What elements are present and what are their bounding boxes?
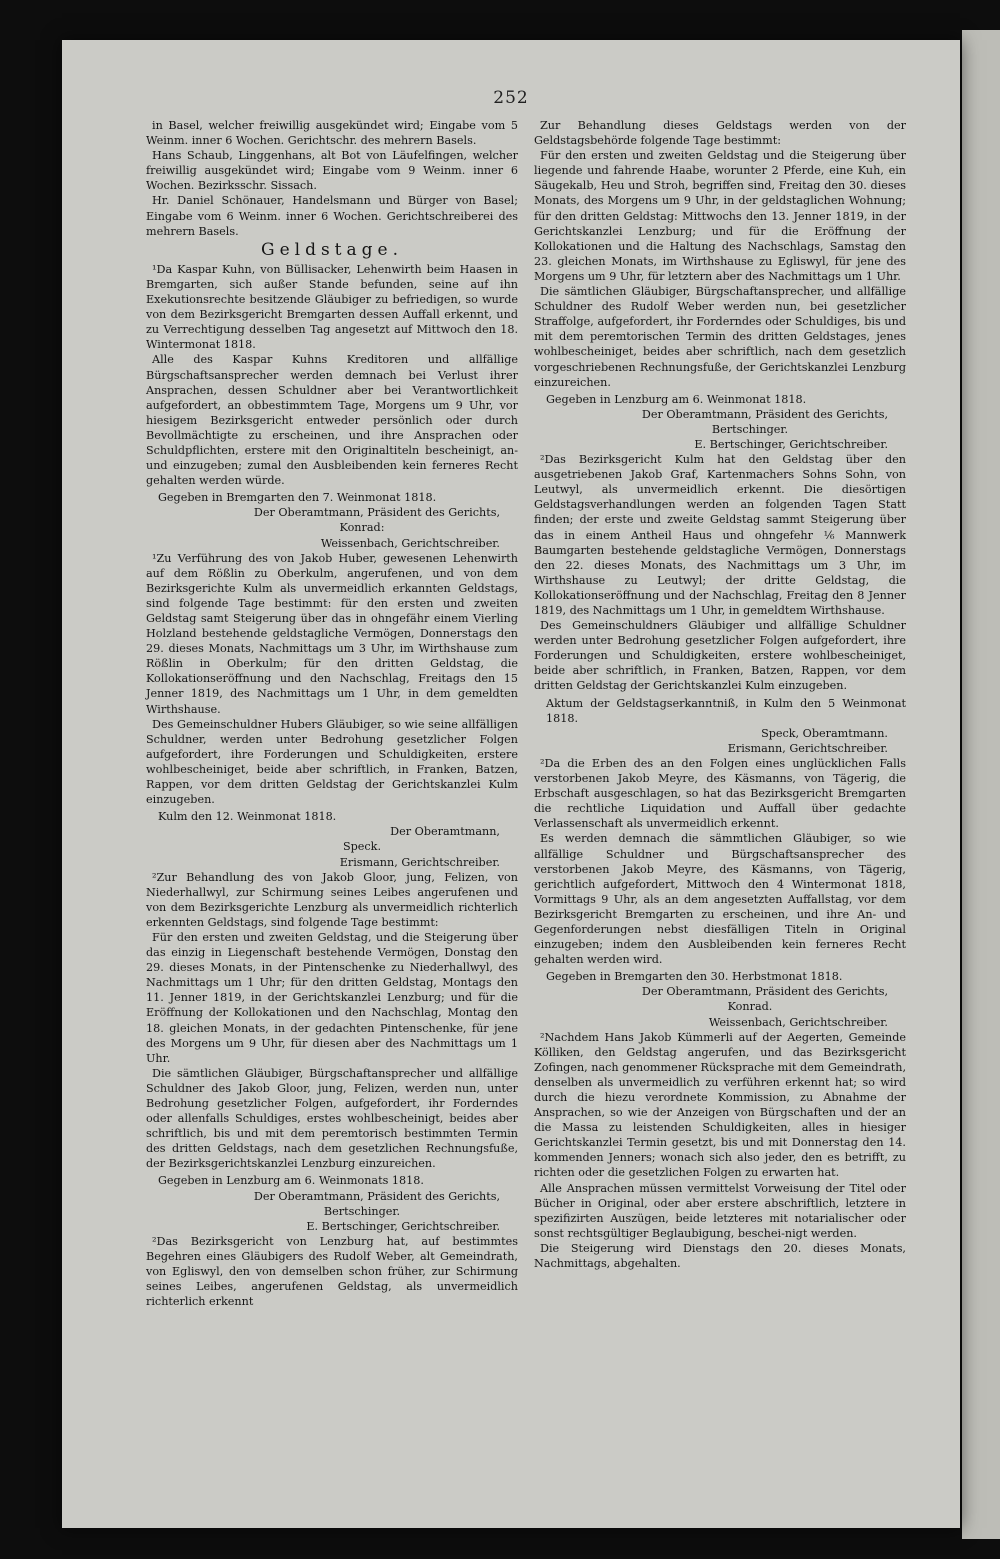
signature-line: Weissenbach, Gerichtschreiber. [320,536,500,550]
notice-paragraph: Es werden demnach die sämmtlichen Gläubiger, so wie allfällige Schuldner und Bürgschaftsansprecher des verstorbenen Jakob Meyre, des Käsmanns, von Tägerig, gerichtlich aufgefordert, Mittwoch den 4 Wintermonat 1818, Vormittags 9 Uhr, als an dem angesetzten Auffallstag, vor dem Bezirksgericht Bremgarten zu erscheinen, und ihre An- und Gegenforderungen nebst diesfälligen Titeln in Original einzugeben; indem den Ausbleibenden kein ferneres Recht gehalten werden wird. [534,832,906,967]
notice-paragraph: ²Das Bezirksgericht Kulm hat den Geldstag über den ausgetriebenen Jakob Graf, Kartenmachers Sohns Sohn, von Leutwyl, als unvermeidlich erkennt. Die diesörtigen Geldstagsverhandlungen werden an folgenden Tagen Statt finden; der erste und zweite Geldstag sammt Steigerung über das in einem Antheil Haus und ohngefehr ¹⁄₆ Mannwerk Baumgarten bestehende geldstagliche Vermögen, Donnerstags den 22. dieses Monats, des Nachmittags um 3 Uhr, im Wirthshause zu Leutwyl; der dritte Geldstag, die Kollokationseröffnung und der Nachschlag, Freitag den 8 Jenner 1819, des Nachmittags um 1 Uhr, in gemeldtem Wirthshause. [534,453,906,617]
notice-paragraph: Alle Ansprachen müssen vermittelst Vorweisung der Titel oder Bücher in Original, oder aber erstere abschriftlich, letztere in spezifizirten Auszügen, beide letzteres mit notarialischer oder sonst rechtsgültiger Beglaubigung, beschei-nigt werden. [534,1181,906,1240]
notice-paragraph: Für den ersten und zweiten Geldstag, und die Steigerung über das einzig in Liegenschaft bestehende Vermögen, Donstag den 29. dieses Monats, in der Pintenschenke zu Niederhallwyl, des Nachmittags um 1 Uhr; für den dritten Geldstag, Montags den 11. Jenner 1819, in der Gerichtskanzlei Lenzburg; und für die Eröffnung der Kollokationen und den Nachschlag, Montag den 18. gleichen Monats, in der gedachten Pintenschenke, für jene des Morgens um 9 Uhr, für diesen aber des Nachmittags um 1 Uhr. [146,930,518,1065]
signature-line: Erismann, Gerichtschreiber. [727,741,888,755]
left-column [146,118,518,1309]
signature-line: Speck, Oberamtmann. [761,726,888,740]
signature-line: Der Oberamtmann, Präsident des Gerichts, [641,985,888,999]
signature-line: E. Bertschinger, Gerichtschreiber. [694,437,888,451]
signature-name: Bertschinger. [711,422,789,436]
signature-line: Der Oberamtmann, Präsident des Gerichts, [253,506,500,520]
notice-date-line: Gegeben in Lenzburg am 6. Weinmonat 1818. [546,392,807,406]
notice-paragraph: Hr. Daniel Schönauer, Handelsmann und Bürger von Basel; Eingabe vom 6 Weinm. inner 6 Wochen. Gerichtschreiberei des mehrern Basels. [146,194,518,238]
notice-date-line: Gegeben in Lenzburg am 6. Weinmonats 1818. [158,1174,424,1188]
section-heading: Geldstage. [261,239,403,260]
notice-date-line: Aktum der Geldstagserkanntniß, in Kulm den 5 Weinmonat 1818. [546,696,906,725]
notice-paragraph: Des Gemeinschuldners Gläubiger und allfällige Schuldner werden unter Bedrohung gesetzlicher Folgen aufgefordert, ihre Forderungen und Schuldigkeiten, erstere wohlbescheiniget, beide aber schriftlich, in Franken, Batzen, Rappen, vor dem dritten Geldstag der Gerichtskanzlei Kulm einzugeben. [534,619,906,693]
signature-name: Konrad: [339,521,385,535]
signature-line: Der Oberamtmann, Präsident des Gerichts, [641,407,888,421]
notice-date-line: Kulm den 12. Weinmonat 1818. [158,810,337,824]
notice-date-line: Gegeben in Bremgarten den 7. Weinmonat 1818. [158,491,437,505]
signature-name: Konrad. [727,1000,773,1014]
right-column [534,118,906,1271]
notice-paragraph: Des Gemeinschuldner Hubers Gläubiger, so wie seine allfälligen Schuldner, werden unter Bedrohung gesetzlicher Folgen aufgefordert, ihre Forderungen und Schuldigkeiten, erstere wohlbescheiniget, beide aber schriftlich, in Franken, Batzen, Rappen, vor dem dritten Geldstag der Gerichtskanzlei Kulm einzugeben. [146,717,518,807]
notice-paragraph: Die sämtlichen Gläubiger, Bürgschaftansprecher, und allfällige Schuldner des Rudolf Weber werden nun, bei gesetzlicher Straffolge, aufgefordert, ihr Forderndes oder Schuldiges, bis und mit dem peremtorischen Termin des dritten Geldstages, jenes wohlbescheiniget, beides aber schriftlich, nach dem gesetzlich vorgeschriebenen Rechnungsfuße, der Gerichtskanzlei Lenzburg einzureichen. [534,285,906,389]
adjacent-page-edge [962,30,1000,1539]
newspaper-page [62,40,960,1528]
notice-paragraph: Die Steigerung wird Dienstags den 20. dieses Monats, Nachmittags, abgehalten. [534,1241,906,1271]
notice-paragraph: ¹Zu Verführung des von Jakob Huber, gewesenen Lehenwirth auf dem Rößlin zu Oberkulm, angerufenen, und von dem Bezirksgerichte Kulm als unvermeidlich erkannten Geldstags, sind folgende Tage bestimmt: für den ersten und zweiten Geldstag samt Steigerung über das in ohngefähr einem Vierling Holzland bestehende geldstagliche Vermögen, Donnerstags den 29. dieses Monats, Nachmittags um 3 Uhr, im Wirthshause zum Rößlin in Oberkulm; für den dritten Geldstag, die Kollokationseröffnung und den Nachschlag, Freitags den 15 Jenner 1819, des Nachmittags um 1 Uhr, in dem gemeldten Wirthshause. [146,551,518,716]
notice-paragraph: Für den ersten und zweiten Geldstag und die Steigerung über liegende und fahrende Haabe, worunter 2 Pferde, eine Kuh, ein Säugekalb, Heu und Stroh, begriffen sind, Freitag den 30. dieses Monats, des Morgens um 9 Uhr, in der geldstaglichen Wohnung; für den dritten Geldstag: Mittwochs den 13. Jenner 1819, in der Gerichtskanzlei Lenzburg; und für die Eröffnung der Kollokationen und die Haltung des Nachschlags, Samstag den 23. gleichen Monats, im Wirthshause zu Egliswyl, für jene des Morgens um 9 Uhr, für letztern aber des Nachmittags um 1 Uhr. [534,149,906,283]
signature-line: Erismann, Gerichtschreiber. [339,855,500,869]
notice-paragraph: in Basel, welcher freiwillig ausgekündet wird; Eingabe vom 5 Weinm. inner 6 Wochen. Gerichtschr. des mehrern Basels. [146,119,518,148]
signature-line: Der Oberamtmann, Präsident des Gerichts, [253,1189,500,1203]
notice-paragraph: ²Zur Behandlung des von Jakob Gloor, jung, Felizen, von Niederhallwyl, zur Schirmung seines Leibes angerufenen und von dem Bezirksgerichte Lenzburg als unvermeidlich richterlich erkennten Geldstags, sind folgende Tage bestimmt: [146,870,518,929]
signature-line: Weissenbach, Gerichtschreiber. [708,1015,888,1029]
notice-paragraph: ¹Da Kaspar Kuhn, von Büllisacker, Lehenwirth beim Haasen in Bremgarten, sich außer Stande befunden, seine auf ihn Exekutionsrechte besitzende Gläubiger zu befriedigen, so wurde von dem Bezirksgericht Bremgarten dessen Auffall erkennt, und zu Verrechtigung desselben Tag angesetzt auf Mittwoch den 18. Wintermonat 1818. [146,262,518,352]
notice-paragraph: Zur Behandlung dieses Geldstags werden von der Geldstagsbehörde folgende Tage bestimmt: [534,119,906,148]
notice-paragraph: ²Nachdem Hans Jakob Kümmerli auf der Aegerten, Gemeinde Kölliken, den Geldstag angerufen, und das Bezirksgericht Zofingen, nach genommener Rücksprache mit dem Gemeindrath, denselben als unvermeidlich zu verführen erkennt hat; so wird durch die hiezu verordnete Kommission, zu Abnahme der Ansprachen, so wie der Anzeigen von Bürgschaften und der an die Massa zu leistenden Schuldigkeiten, alles in hiesiger Gerichtskanzlei Termin gesetzt, bis und mit Donnerstag den 14. kommenden Jenners; wonach sich also jeder, den es betrifft, zu richten oder die gesetzlichen Folgen zu erwarten hat. [534,1030,906,1180]
signature-name: Speck. [342,840,382,854]
signature-name: Bertschinger. [323,1204,401,1218]
page-number: 252 [493,88,529,108]
notice-paragraph: ²Da die Erben des an den Folgen eines unglücklichen Falls verstorbenen Jakob Meyre, des Käsmanns, von Tägerig, die Erbschaft ausgeschlagen, so hat das Bezirksgericht Bremgarten die rechtliche Liquidation und Auffall über gedachte Verlassenschaft als unvermeidlich erkennt. [534,756,906,831]
notice-paragraph: Alle des Kaspar Kuhns Kreditoren und allfällige Bürgschaftsansprecher werden demnach bei Verlust ihrer Ansprachen, dessen Schuldner aber bei Verantwortlichkeit aufgefordert, an obbestimmtem Tage, Morgens um 9 Uhr, vor hiesigem Bezirksgericht entweder persönlich oder durch Bevollmächtigte zu erscheinen, und ihre Ansprachen oder Schuldpflichten, erstere mit den Originaltiteln bescheinigt, an- und einzugeben; zumal den Ausbleibenden kein ferneres Recht gehalten werden würde. [146,353,518,488]
signature-line: E. Bertschinger, Gerichtschreiber. [306,1219,500,1233]
notice-paragraph: Hans Schaub, Linggenhans, alt Bot von Läufelfingen, welcher freiwillig ausgekündet wird; Eingabe vom 9 Weinm. inner 6 Wochen. Bezirksschr. Sissach. [146,149,518,193]
notice-paragraph: ²Das Bezirksgericht von Lenzburg hat, auf bestimmtes Begehren eines Gläubigers des Rudolf Weber, alt Gemeindrath, von Egliswyl, den von demselben schon früher, zur Schirmung seines Leibes, angerufenen Geldstag, als unvermeidlich richterlich erkennt [146,1234,518,1309]
notice-paragraph: Die sämtlichen Gläubiger, Bürgschaftansprecher und allfällige Schuldner des Jakob Gloor, jung, Felizen, werden nun, unter Bedrohung gesetzlicher Folgen, aufgefordert, ihr Forderndes oder allenfalls Schuldiges, erstes wohlbescheinigt, beides aber schriftlich, bis und mit dem peremtorisch bestimmten Termin des dritten Geldstags, nach dem gesetzlichen Rechnungsfuße, der Bezirksgerichtskanzlei Lenzburg einzureichen. [146,1066,518,1171]
signature-line: Der Oberamtmann, [390,825,500,839]
notice-date-line: Gegeben in Bremgarten den 30. Herbstmonat 1818. [546,970,843,984]
